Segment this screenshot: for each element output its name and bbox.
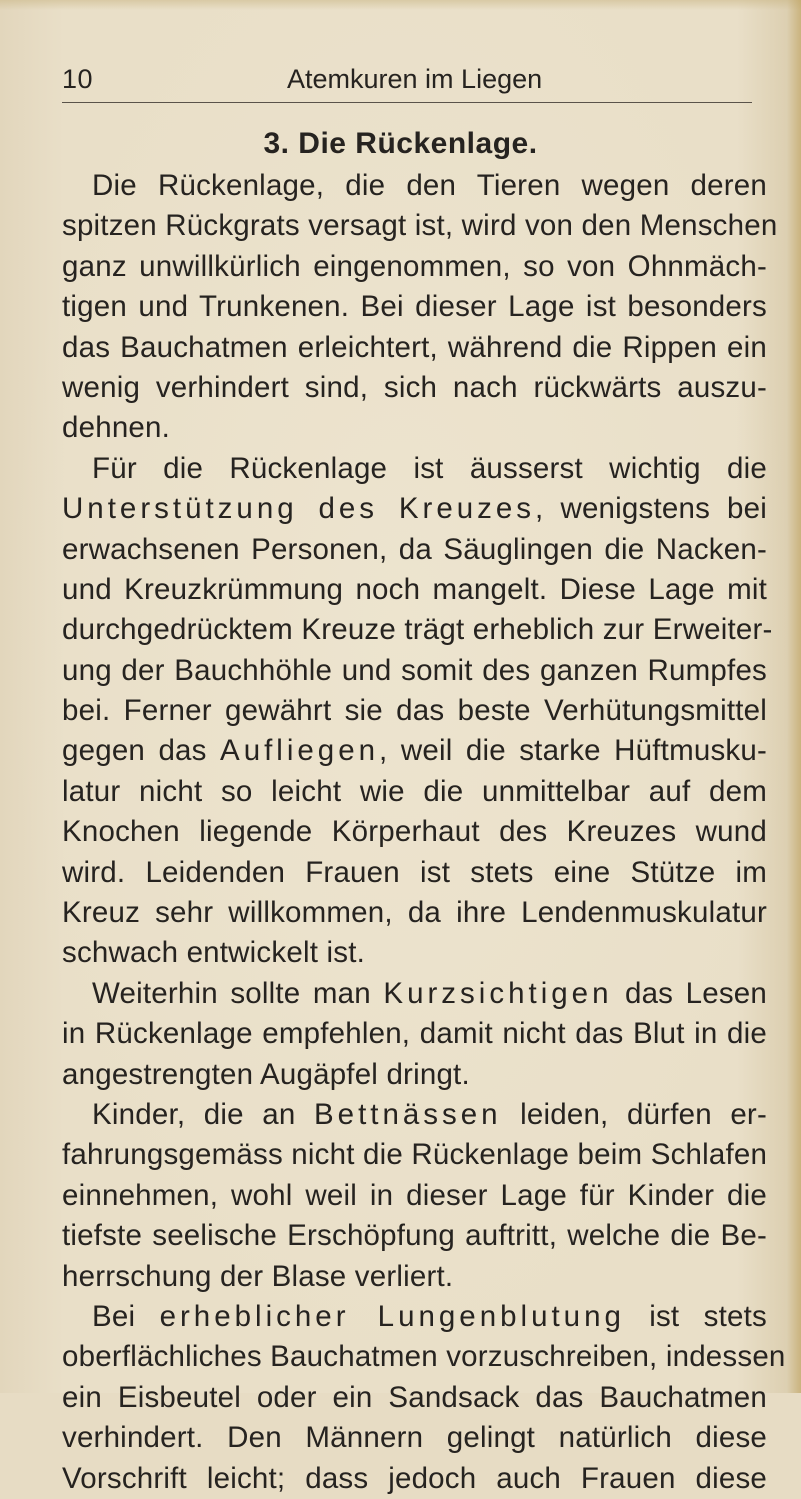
body-text bbox=[62, 166, 786, 1499]
text-line: Die Rückenlage, die den Tieren wegen deren bbox=[92, 169, 767, 202]
page-right-edge bbox=[787, 0, 801, 1393]
spaced-emphasis: erheblicher Lungenblutung bbox=[159, 1299, 625, 1333]
spaced-emphasis: Unterstützung des Kreuzes bbox=[62, 492, 536, 526]
running-head: Atemkuren im Liegen bbox=[287, 64, 543, 94]
text-line: Knochen liegende Körperhaut des Kreuzes wund bbox=[62, 815, 767, 849]
text-line: Vorschrift leicht; dass jedoch auch Frauen diese bbox=[62, 1461, 767, 1495]
text-line: angestrengten Augäpfel dringt. bbox=[62, 1057, 470, 1091]
spaced-emphasis: Kurzsichtigen bbox=[383, 976, 613, 1010]
text-line: tiefste seelische Erschöpfung auftritt, welche die Be- bbox=[62, 1219, 767, 1253]
text-line: Kinder, die an Bettnässen leiden, dürfen er- bbox=[92, 1097, 767, 1131]
text-line: und Kreuzkrümmung noch mangelt. Diese Lage mit bbox=[62, 572, 767, 606]
text-line: in Rückenlage empfehlen, damit nicht das Blut in die bbox=[62, 1017, 767, 1051]
text-line: Kreuz sehr willkommen, da ihre Lendenmuskulatur bbox=[62, 896, 767, 930]
text-line: einnehmen, wohl weil in dieser Lage für Kinder die bbox=[62, 1178, 767, 1212]
text-line: durchgedrücktem Kreuze trägt erheblich zur Erweiter- bbox=[62, 613, 773, 647]
text-line: fahrungsgemäss nicht die Rückenlage beim Schlafen bbox=[62, 1138, 768, 1172]
text-line: bei. Ferner gewährt sie das beste Verhütungsmittel bbox=[62, 694, 767, 728]
text-line: erwachsenen Personen, da Säuglingen die Nacken- bbox=[62, 532, 767, 566]
page-header bbox=[62, 60, 752, 103]
text-line: spitzen Rückgrats versagt ist, wird von den Menschen bbox=[62, 209, 778, 243]
text-line: oberflächliches Bauchatmen vorzuschreiben, indessen bbox=[62, 1340, 786, 1374]
text-line: ein Eisbeutel oder ein Sandsack das Bauchatmen bbox=[62, 1380, 767, 1414]
spaced-emphasis: Aufliegen bbox=[220, 734, 380, 768]
spaced-emphasis: Bettnässen bbox=[313, 1097, 502, 1131]
page-top-edge bbox=[0, 0, 801, 10]
text-line: das Bauchatmen erleichtert, während die Rippen ein bbox=[62, 330, 767, 364]
text-line: tigen und Trunkenen. Bei dieser Lage ist besonders bbox=[62, 290, 767, 324]
text-line: ung der Bauchhöhle und somit des ganzen Rumpfes bbox=[62, 653, 767, 687]
text-line: dehnen. bbox=[62, 411, 171, 445]
text-line: wird. Leidenden Frauen ist stets eine Stütze im bbox=[62, 855, 767, 889]
section-title: 3. Die Rückenlage. bbox=[263, 127, 538, 160]
text-line: latur nicht so leicht wie die unmittelbar auf dem bbox=[62, 774, 767, 808]
text-line: verhindert. Den Männern gelingt natürlich diese bbox=[62, 1421, 767, 1455]
text-line: Unterstützung des Kreuzes, wenigstens bei bbox=[62, 492, 767, 526]
text-line: schwach entwickelt ist. bbox=[62, 936, 365, 970]
text-line: gegen das Aufliegen, weil die starke Hüftmusku- bbox=[62, 734, 767, 768]
text-line: Weiterhin sollte man Kurzsichtigen das Lesen bbox=[92, 976, 767, 1010]
text-line: ganz unwillkürlich eingenommen, so von Ohnmäch- bbox=[62, 249, 767, 283]
text-line: wenig verhindert sind, sich nach rückwärts auszu- bbox=[62, 370, 767, 404]
text-line: Bei erheblicher Lungenblutung ist stets bbox=[92, 1299, 767, 1333]
page-number: 10 bbox=[62, 64, 94, 94]
text-line: Für die Rückenlage ist äusserst wichtig die bbox=[92, 451, 767, 485]
text-line: herrschung der Blase verliert. bbox=[62, 1259, 454, 1293]
